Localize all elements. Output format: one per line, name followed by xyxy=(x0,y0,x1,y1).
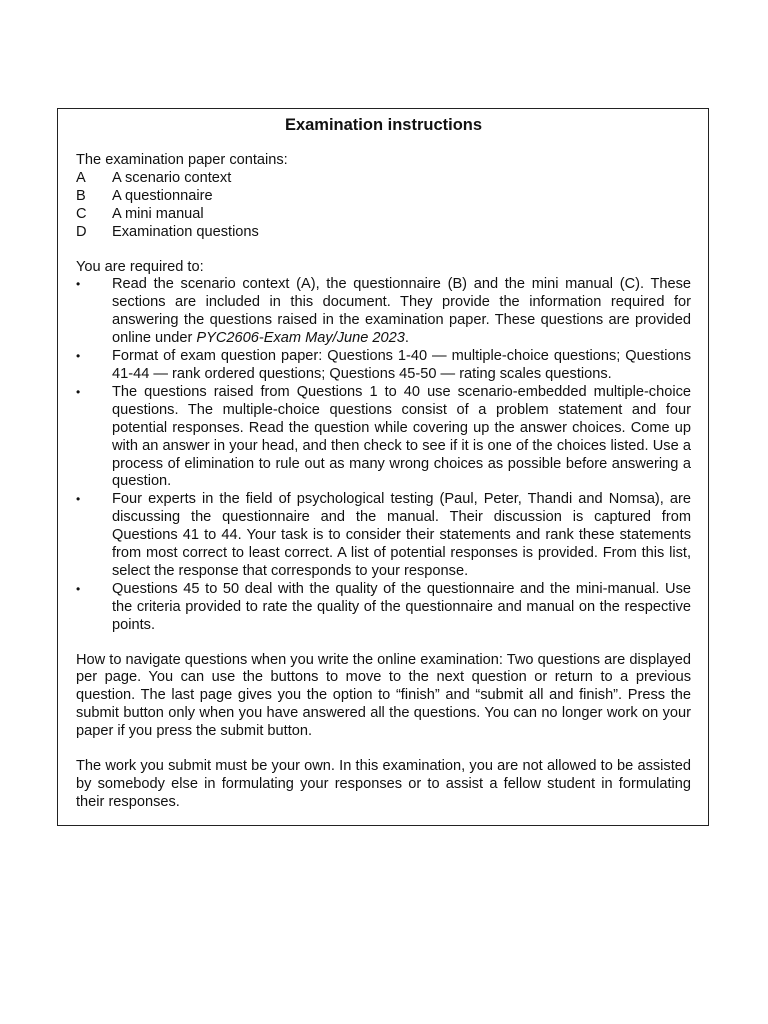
item-text: Examination questions xyxy=(112,223,259,240)
bullet-text: Format of exam question paper: Questions 1-40 — multiple-choice questions; Questions 41-44 — rank ordered questions; Questions 45-50 — rating scales questions. xyxy=(112,348,691,382)
item-letter: D xyxy=(76,223,87,240)
list-item xyxy=(76,206,691,224)
list-item xyxy=(76,224,691,242)
item-letter: B xyxy=(76,187,86,204)
bullet-item xyxy=(76,491,691,581)
bullet-item xyxy=(76,348,691,384)
bullet-text: Questions 45 to 50 deal with the quality of the questionnaire and the mini-manual. Use the criteria provided to rate the quality of the questionnaire and manual on the respective points. xyxy=(112,580,691,633)
bullet-icon: • xyxy=(76,384,81,399)
item-text: A mini manual xyxy=(112,205,204,222)
list-item xyxy=(76,170,691,188)
item-letter: C xyxy=(76,205,87,222)
item-text: A scenario context xyxy=(112,169,232,186)
list-item xyxy=(76,188,691,206)
bullet-icon: • xyxy=(76,492,81,507)
navigation-paragraph: How to navigate questions when you write the online examination: Two questions are displayed per page. You can use the buttons to move to the next question or return to a previous question. The last page gives you the option to “finish” and “submit all and finish”. Press the submit button only when you have answered all the questions. You can no longer work on your paper if you press the submit button. xyxy=(76,651,691,740)
requirements-list xyxy=(76,276,691,634)
item-text: A questionnaire xyxy=(112,187,213,204)
page-title: Examination instructions xyxy=(284,116,483,134)
own-work-paragraph: The work you submit must be your own. In this examination, you are not allowed to be assisted by somebody else in formulating your responses or to assist a fellow student in formulating their responses. xyxy=(76,758,691,810)
required-intro: You are required to: xyxy=(76,258,204,275)
bullet-icon: • xyxy=(76,581,81,596)
bullet-icon: • xyxy=(76,277,81,292)
bullet-icon: • xyxy=(76,349,81,364)
bullet-item xyxy=(76,276,691,348)
instructions-box xyxy=(57,108,709,826)
bullet-item xyxy=(76,384,691,491)
bullet-text: Four experts in the field of psychological testing (Paul, Peter, Thandi and Nomsa), are discussing the questionnaire and the manual. Their discussion is captured from Questions 41 to 44. Your task is to consider their statements and rank these statements from most correct to least correct. A list of potential responses is provided. From this list, select the response that corresponds to your response. xyxy=(112,491,691,579)
exam-code: PYC2606-Exam May/June 2023 xyxy=(196,330,405,347)
item-letter: A xyxy=(76,169,86,186)
bullet-text: Read the scenario context (A), the questionnaire (B) and the mini manual (C). These sections are included in this document. They provide the information required for answering the questions raised in the examination paper. These questions are provided online under PYC2606-Exam May/June 2023. xyxy=(112,276,691,347)
contents-list xyxy=(76,170,691,242)
bullet-item xyxy=(76,581,691,635)
contents-intro: The examination paper contains: xyxy=(76,152,288,168)
bullet-text: The questions raised from Questions 1 to 40 use scenario-embedded multiple-choice questions. The multiple-choice questions consist of a problem statement and four potential responses. Read the question while covering up the answer choices. Come up with an answer in your head, and then check to see if it is one of the choices listed. Use a process of elimination to rule out as many wrong choices as possible before answering a question. xyxy=(112,383,691,490)
